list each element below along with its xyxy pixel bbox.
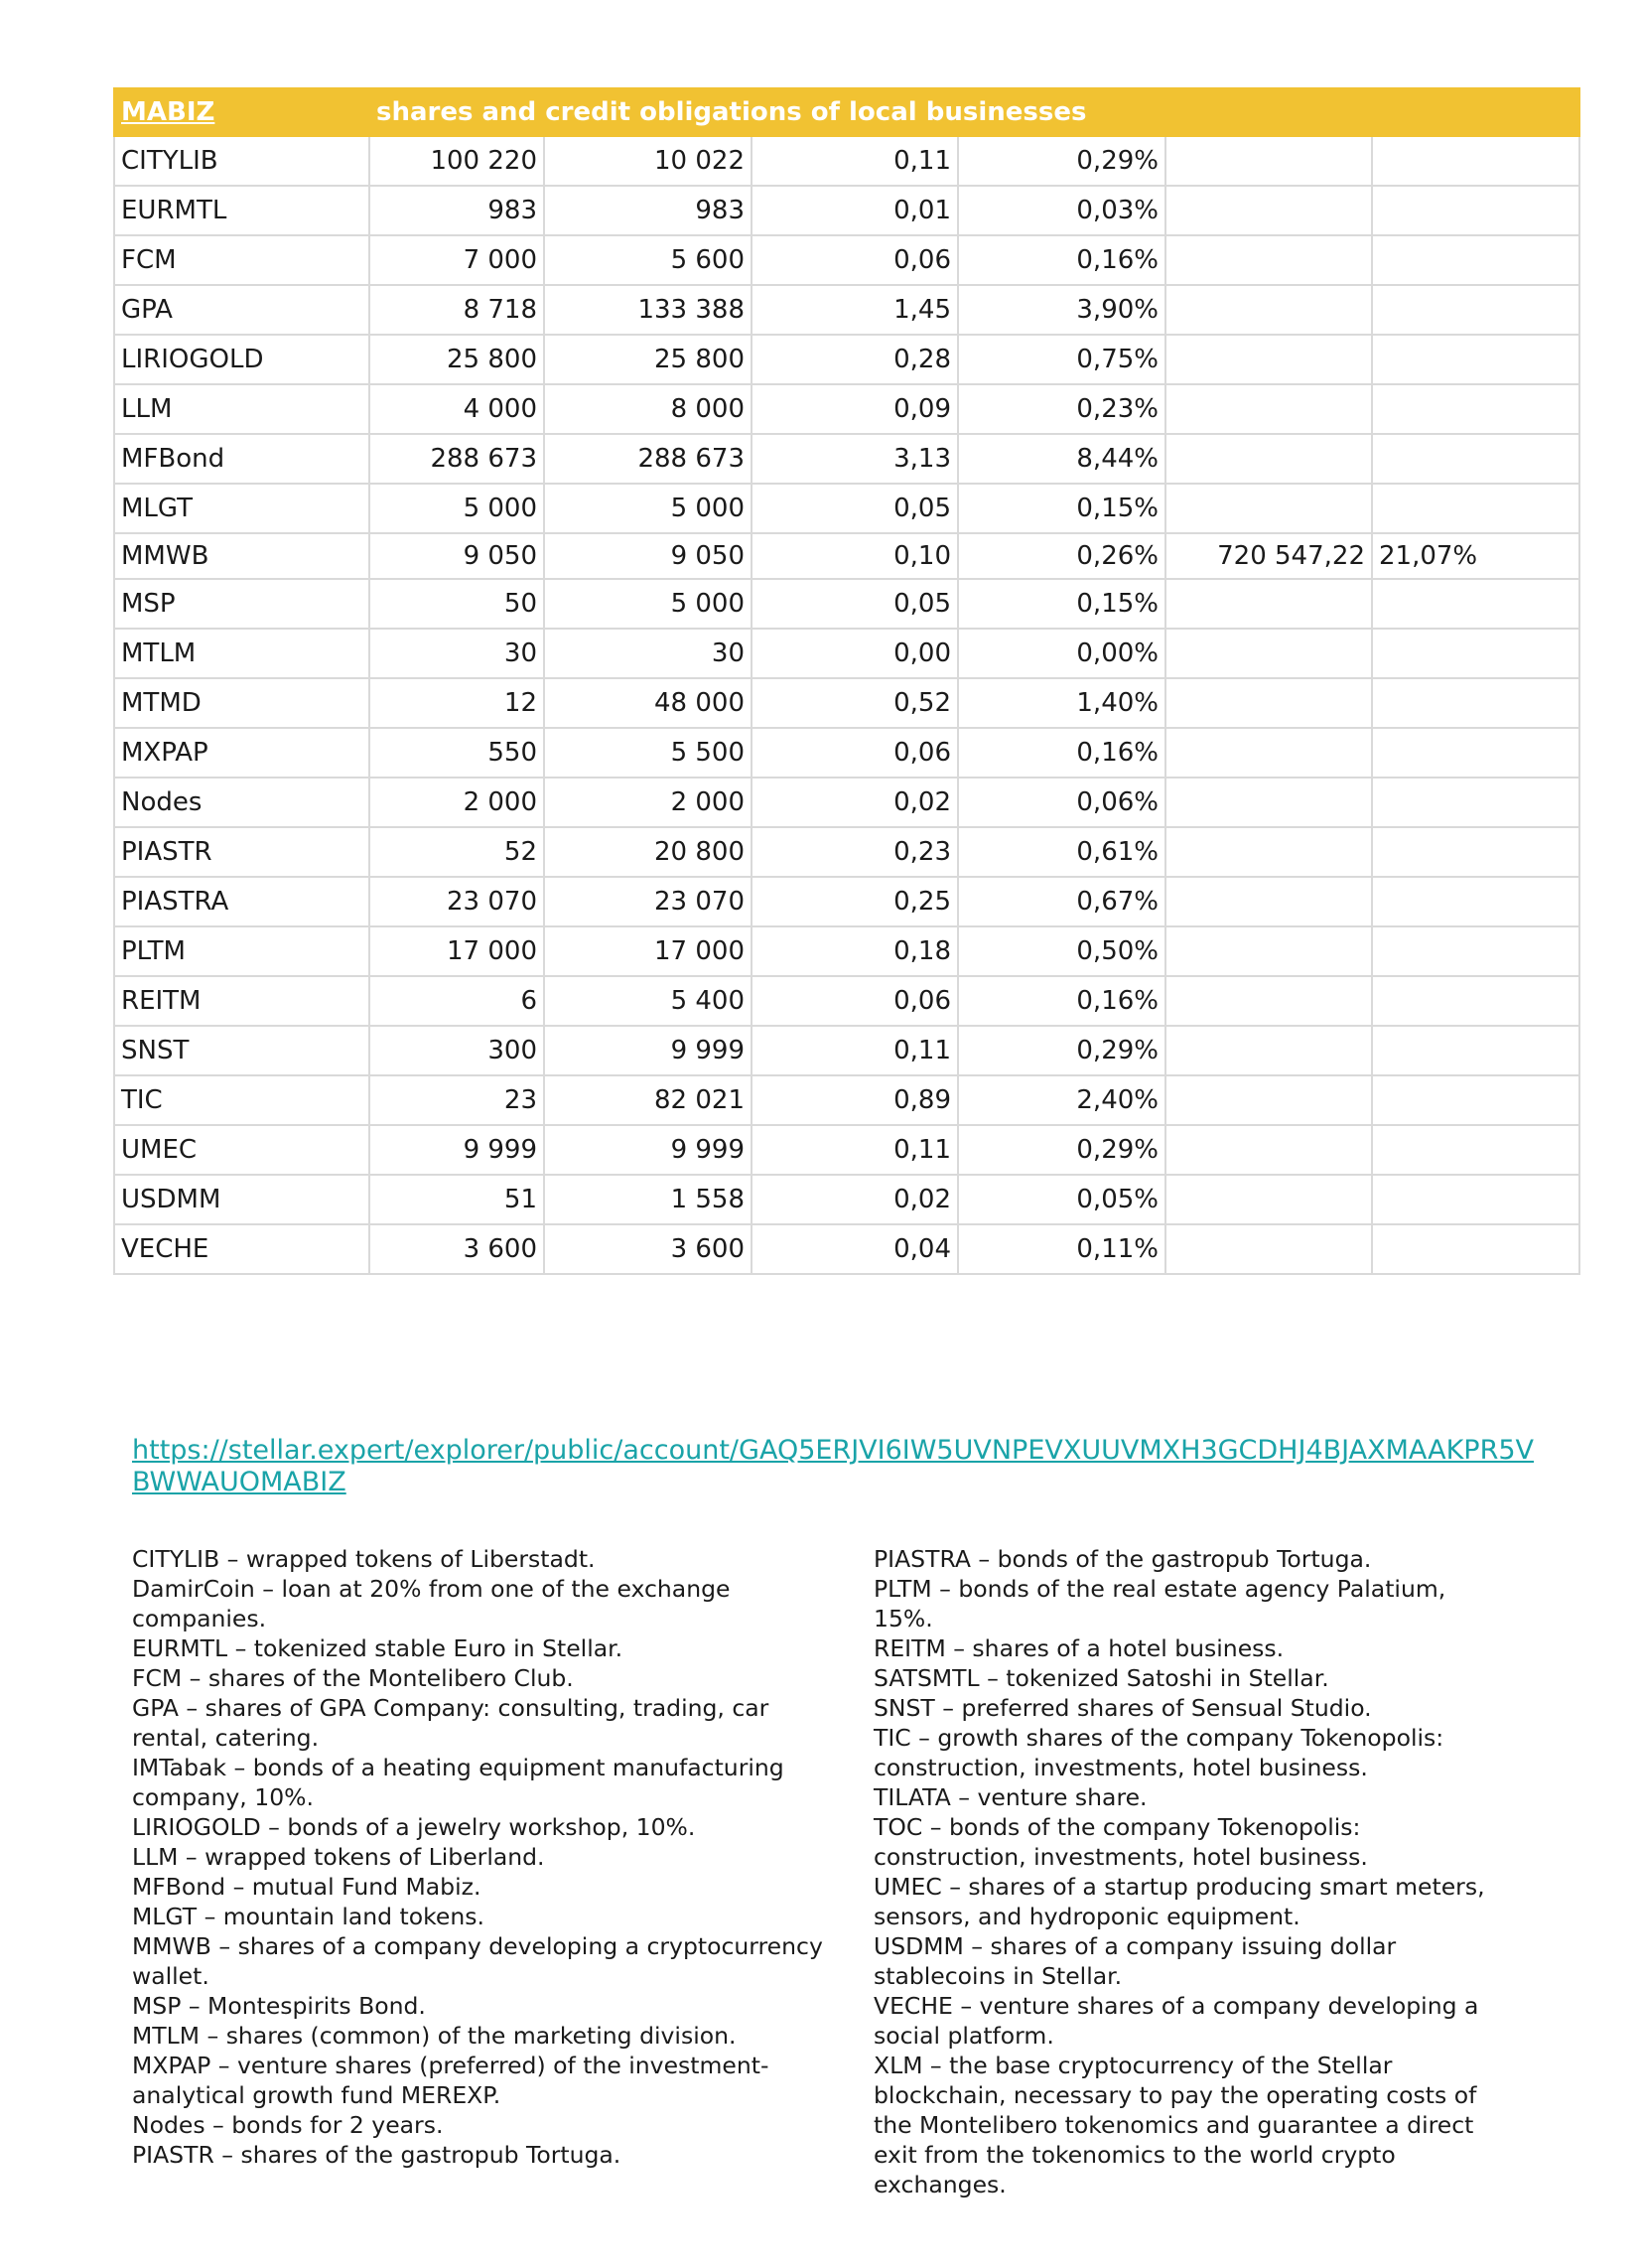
value-cell	[1165, 136, 1372, 186]
value-cell: 0,75%	[958, 335, 1165, 384]
glossary-entry: DamirCoin – loan at 20% from one of the exchange companies.	[132, 1575, 731, 1632]
value-cell: 0,28	[752, 335, 958, 384]
value-cell: 288 673	[544, 434, 752, 484]
value-cell	[1165, 285, 1372, 335]
glossary-entry: Nodes – bonds for 2 years.	[132, 2111, 444, 2139]
value-cell	[1372, 827, 1579, 877]
value-cell: 300	[369, 1026, 544, 1075]
glossary-entry: PIASTRA – bonds of the gastropub Tortuga.	[874, 1545, 1372, 1573]
value-cell	[1372, 579, 1579, 629]
value-cell: 23 070	[369, 877, 544, 926]
asset-code-cell: Nodes	[114, 778, 369, 827]
glossary-entry: PIASTR – shares of the gastropub Tortuga.	[132, 2141, 621, 2169]
table-header-row	[114, 88, 1579, 136]
value-cell	[1372, 1224, 1579, 1274]
table-row	[114, 877, 1579, 926]
value-cell: 0,09	[752, 384, 958, 434]
table-row	[114, 678, 1579, 728]
value-cell	[1372, 186, 1579, 235]
stellar-explorer-link[interactable]: https://stellar.expert/explorer/public/account/GAQ5ERJVI6IW5UVNPEVXUUVMXH3GCDHJ4BJAXMAAKPR5VBWWAUOMABIZ	[132, 1435, 1534, 1497]
value-cell: 0,00	[752, 629, 958, 678]
value-cell	[1372, 1026, 1579, 1075]
value-cell: 0,25	[752, 877, 958, 926]
value-cell: 9 999	[544, 1125, 752, 1175]
glossary-left-column	[132, 1544, 827, 2170]
value-cell	[1165, 629, 1372, 678]
value-cell: 983	[544, 186, 752, 235]
value-cell: 5 000	[369, 484, 544, 533]
value-cell: 8 718	[369, 285, 544, 335]
value-cell: 550	[369, 728, 544, 778]
value-cell: 0,29%	[958, 1026, 1165, 1075]
glossary-entry: CITYLIB – wrapped tokens of Liberstadt.	[132, 1545, 596, 1573]
asset-code-cell: SNST	[114, 1026, 369, 1075]
value-cell	[1165, 384, 1372, 434]
value-cell	[1165, 1075, 1372, 1125]
glossary-entry: SNST – preferred shares of Sensual Studio.	[874, 1694, 1372, 1722]
value-cell: 0,06	[752, 728, 958, 778]
value-cell: 21,07%	[1372, 533, 1579, 579]
value-cell	[1372, 877, 1579, 926]
table-row	[114, 285, 1579, 335]
asset-code-cell: MMWB	[114, 533, 369, 579]
asset-code-cell: LLM	[114, 384, 369, 434]
value-cell	[1372, 1125, 1579, 1175]
holdings-table	[113, 87, 1580, 1275]
value-cell: 5 400	[544, 976, 752, 1026]
value-cell	[1165, 579, 1372, 629]
asset-code-cell: CITYLIB	[114, 136, 369, 186]
value-cell: 0,15%	[958, 579, 1165, 629]
value-cell: 0,06	[752, 976, 958, 1026]
value-cell	[1165, 926, 1372, 976]
glossary-entry: USDMM – shares of a company issuing dollar stablecoins in Stellar.	[874, 1932, 1397, 1990]
value-cell: 8,44%	[958, 434, 1165, 484]
glossary-entry: MSP – Montespirits Bond.	[132, 1992, 426, 2020]
value-cell	[1372, 678, 1579, 728]
value-cell	[1372, 285, 1579, 335]
value-cell	[1165, 678, 1372, 728]
value-cell: 983	[369, 186, 544, 235]
value-cell: 1,45	[752, 285, 958, 335]
glossary-entry: MXPAP – venture shares (preferred) of the investment-analytical growth fund MEREXP.	[132, 2052, 769, 2109]
table-row	[114, 533, 1579, 579]
value-cell: 6	[369, 976, 544, 1026]
value-cell	[1165, 728, 1372, 778]
value-cell	[1372, 235, 1579, 285]
value-cell	[1372, 778, 1579, 827]
value-cell	[1165, 335, 1372, 384]
value-cell: 0,15%	[958, 484, 1165, 533]
glossary-entry: GPA – shares of GPA Company: consulting, trading, car rental, catering.	[132, 1694, 769, 1752]
glossary-entry: EURMTL – tokenized stable Euro in Stellar.	[132, 1634, 623, 1662]
value-cell	[1165, 778, 1372, 827]
asset-code-cell: LIRIOGOLD	[114, 335, 369, 384]
value-cell: 17 000	[544, 926, 752, 976]
glossary-entry: REITM – shares of a hotel business.	[874, 1634, 1285, 1662]
value-cell	[1165, 1175, 1372, 1224]
value-cell	[1372, 1175, 1579, 1224]
value-cell: 0,05%	[958, 1175, 1165, 1224]
asset-code-cell: PLTM	[114, 926, 369, 976]
table-row	[114, 926, 1579, 976]
value-cell: 100 220	[369, 136, 544, 186]
value-cell: 5 000	[544, 579, 752, 629]
table-row	[114, 484, 1579, 533]
value-cell	[1372, 484, 1579, 533]
value-cell	[1372, 434, 1579, 484]
value-cell: 52	[369, 827, 544, 877]
table-row	[114, 976, 1579, 1026]
glossary-entry: MTLM – shares (common) of the marketing division.	[132, 2022, 737, 2050]
value-cell: 0,05	[752, 579, 958, 629]
value-cell: 30	[544, 629, 752, 678]
asset-code-cell: MTMD	[114, 678, 369, 728]
value-cell: 12	[369, 678, 544, 728]
value-cell: 0,11	[752, 1026, 958, 1075]
value-cell: 2 000	[369, 778, 544, 827]
value-cell	[1372, 926, 1579, 976]
value-cell	[1372, 728, 1579, 778]
table-row	[114, 1125, 1579, 1175]
value-cell: 17 000	[369, 926, 544, 976]
value-cell: 0,11%	[958, 1224, 1165, 1274]
value-cell: 0,11	[752, 1125, 958, 1175]
value-cell: 0,11	[752, 136, 958, 186]
glossary-entry: TIC – growth shares of the company Tokenopolis: construction, investments, hotel business.	[874, 1724, 1444, 1781]
value-cell: 9 999	[544, 1026, 752, 1075]
value-cell: 9 050	[544, 533, 752, 579]
value-cell: 2,40%	[958, 1075, 1165, 1125]
glossary-entry: MFBond – mutual Fund Mabiz.	[132, 1873, 481, 1901]
value-cell	[1165, 877, 1372, 926]
value-cell: 0,06	[752, 235, 958, 285]
value-cell: 0,04	[752, 1224, 958, 1274]
asset-code-cell: REITM	[114, 976, 369, 1026]
value-cell: 25 800	[369, 335, 544, 384]
table-row	[114, 1224, 1579, 1274]
value-cell: 51	[369, 1175, 544, 1224]
asset-code-cell: GPA	[114, 285, 369, 335]
table-row	[114, 1026, 1579, 1075]
value-cell: 720 547,22	[1165, 533, 1372, 579]
glossary-entry: LIRIOGOLD – bonds of a jewelry workshop, 10%.	[132, 1813, 696, 1841]
value-cell: 7 000	[369, 235, 544, 285]
value-cell: 0,50%	[958, 926, 1165, 976]
value-cell: 0,18	[752, 926, 958, 976]
glossary-entry: IMTabak – bonds of a heating equipment manufacturing company, 10%.	[132, 1754, 784, 1811]
value-cell: 25 800	[544, 335, 752, 384]
value-cell: 23 070	[544, 877, 752, 926]
asset-code-cell: PIASTR	[114, 827, 369, 877]
asset-code-cell: MFBond	[114, 434, 369, 484]
value-cell	[1372, 384, 1579, 434]
value-cell: 3 600	[544, 1224, 752, 1274]
glossary-entry: TILATA – venture share.	[874, 1783, 1148, 1811]
table-row	[114, 778, 1579, 827]
asset-code-cell: TIC	[114, 1075, 369, 1125]
header-title: shares and credit obligations of local businesses	[369, 88, 1579, 136]
value-cell	[1165, 976, 1372, 1026]
value-cell: 1 558	[544, 1175, 752, 1224]
value-cell: 0,61%	[958, 827, 1165, 877]
asset-code-cell: PIASTRA	[114, 877, 369, 926]
table-row	[114, 1175, 1579, 1224]
asset-code-cell: FCM	[114, 235, 369, 285]
value-cell: 0,00%	[958, 629, 1165, 678]
asset-code-cell: MXPAP	[114, 728, 369, 778]
table-row	[114, 1075, 1579, 1125]
glossary-entry: SATSMTL – tokenized Satoshi in Stellar.	[874, 1664, 1329, 1692]
value-cell: 23	[369, 1075, 544, 1125]
mabiz-link[interactable]: MABIZ	[121, 97, 215, 127]
table-row	[114, 434, 1579, 484]
value-cell: 8 000	[544, 384, 752, 434]
value-cell: 3,90%	[958, 285, 1165, 335]
value-cell	[1165, 235, 1372, 285]
table-row	[114, 136, 1579, 186]
value-cell	[1165, 1026, 1372, 1075]
value-cell: 0,05	[752, 484, 958, 533]
value-cell: 0,29%	[958, 1125, 1165, 1175]
table-row	[114, 186, 1579, 235]
asset-code-cell: MSP	[114, 579, 369, 629]
value-cell	[1165, 186, 1372, 235]
table-row	[114, 827, 1579, 877]
value-cell	[1372, 976, 1579, 1026]
glossary-entry: MMWB – shares of a company developing a cryptocurrency wallet.	[132, 1932, 823, 1990]
glossary-entry: MLGT – mountain land tokens.	[132, 1903, 484, 1930]
value-cell	[1372, 1075, 1579, 1125]
value-cell	[1372, 136, 1579, 186]
value-cell: 20 800	[544, 827, 752, 877]
value-cell: 2 000	[544, 778, 752, 827]
value-cell: 0,23	[752, 827, 958, 877]
glossary-entry: PLTM – bonds of the real estate agency Palatium, 15%.	[874, 1575, 1446, 1632]
glossary-entry: XLM – the base cryptocurrency of the Stellar blockchain, necessary to pay the operating costs of the Montelibero tokenomics and guarantee a direct exit from the tokenomics to the world crypto exchanges.	[874, 2052, 1477, 2198]
value-cell: 3,13	[752, 434, 958, 484]
value-cell: 0,06%	[958, 778, 1165, 827]
asset-code-cell: USDMM	[114, 1175, 369, 1224]
glossary-right-column	[874, 1544, 1509, 2199]
value-cell: 1,40%	[958, 678, 1165, 728]
value-cell: 0,52	[752, 678, 958, 728]
holdings-table-wrap	[113, 87, 1578, 1275]
table-row	[114, 728, 1579, 778]
value-cell: 0,67%	[958, 877, 1165, 926]
glossary-entry: FCM – shares of the Montelibero Club.	[132, 1664, 574, 1692]
value-cell: 9 050	[369, 533, 544, 579]
table-row	[114, 629, 1579, 678]
table-row	[114, 384, 1579, 434]
value-cell: 30	[369, 629, 544, 678]
glossary-entry: VECHE – venture shares of a company developing a social platform.	[874, 1992, 1479, 2050]
value-cell: 0,02	[752, 1175, 958, 1224]
value-cell: 0,16%	[958, 976, 1165, 1026]
asset-code-cell: EURMTL	[114, 186, 369, 235]
value-cell	[1165, 827, 1372, 877]
asset-code-cell: MLGT	[114, 484, 369, 533]
asset-code-cell: VECHE	[114, 1224, 369, 1274]
value-cell: 0,10	[752, 533, 958, 579]
holdings-table-body	[114, 88, 1579, 1274]
glossary-entry: LLM – wrapped tokens of Liberland.	[132, 1843, 545, 1871]
value-cell: 0,01	[752, 186, 958, 235]
value-cell: 10 022	[544, 136, 752, 186]
value-cell: 133 388	[544, 285, 752, 335]
value-cell	[1165, 1224, 1372, 1274]
table-row	[114, 579, 1579, 629]
glossary-entry: UMEC – shares of a startup producing smart meters, sensors, and hydroponic equipment.	[874, 1873, 1485, 1930]
value-cell: 288 673	[369, 434, 544, 484]
value-cell	[1165, 1125, 1372, 1175]
value-cell	[1165, 484, 1372, 533]
value-cell: 0,16%	[958, 235, 1165, 285]
value-cell: 0,23%	[958, 384, 1165, 434]
value-cell: 0,29%	[958, 136, 1165, 186]
value-cell: 5 000	[544, 484, 752, 533]
value-cell: 5 500	[544, 728, 752, 778]
header-code-cell	[114, 88, 369, 136]
value-cell	[1372, 629, 1579, 678]
value-cell: 0,16%	[958, 728, 1165, 778]
table-row	[114, 335, 1579, 384]
value-cell: 0,03%	[958, 186, 1165, 235]
value-cell	[1372, 335, 1579, 384]
glossary-entry: TOC – bonds of the company Tokenopolis: construction, investments, hotel business.	[874, 1813, 1368, 1871]
value-cell: 0,89	[752, 1075, 958, 1125]
value-cell: 48 000	[544, 678, 752, 728]
value-cell	[1165, 434, 1372, 484]
value-cell: 3 600	[369, 1224, 544, 1274]
value-cell: 4 000	[369, 384, 544, 434]
value-cell: 50	[369, 579, 544, 629]
value-cell: 0,26%	[958, 533, 1165, 579]
value-cell: 82 021	[544, 1075, 752, 1125]
asset-code-cell: MTLM	[114, 629, 369, 678]
value-cell: 0,02	[752, 778, 958, 827]
value-cell: 9 999	[369, 1125, 544, 1175]
asset-code-cell: UMEC	[114, 1125, 369, 1175]
value-cell: 5 600	[544, 235, 752, 285]
table-row	[114, 235, 1579, 285]
